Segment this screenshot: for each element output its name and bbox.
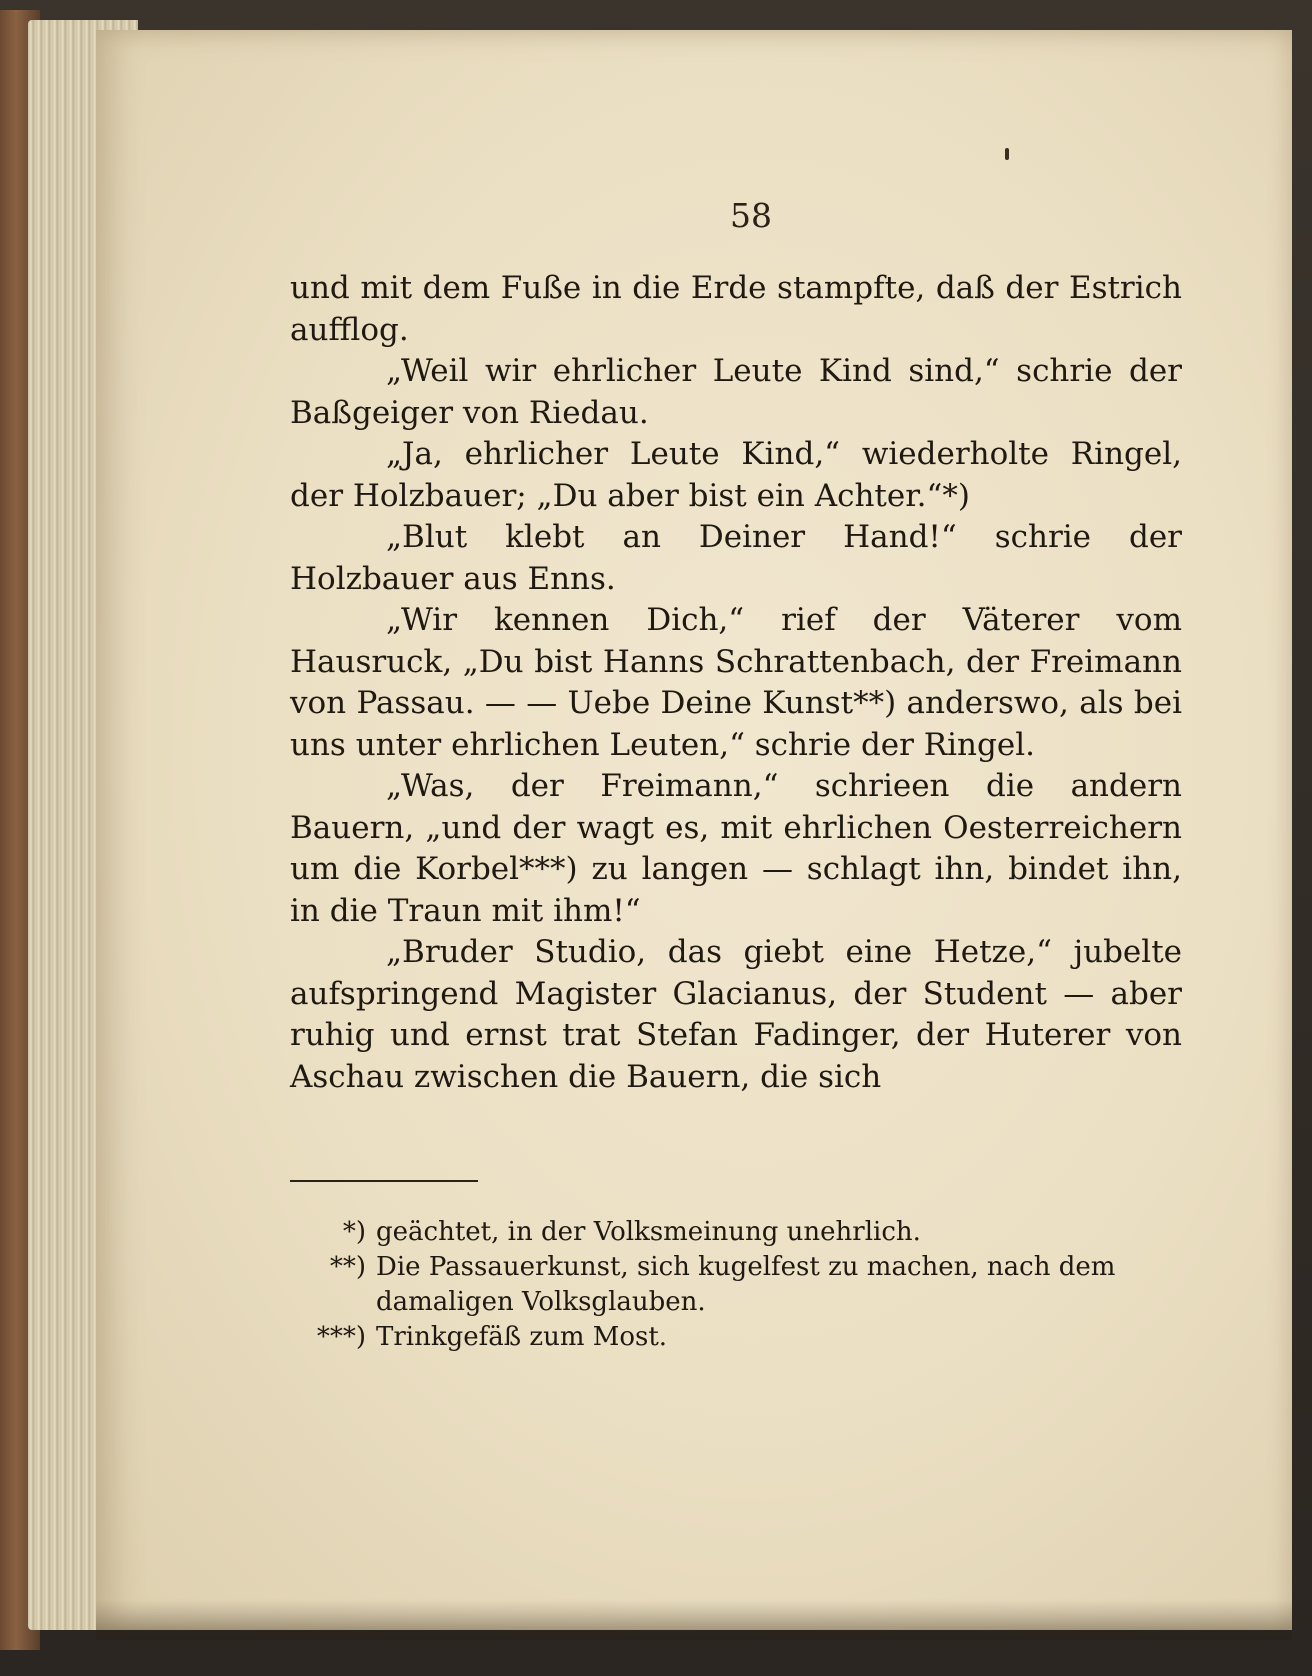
page-bottom-shadow: [96, 1600, 1292, 1640]
footnote-mark: ***): [316, 1322, 366, 1352]
footnote: [290, 1215, 1182, 1250]
footnote-text: Trinkgefäß zum Most.: [376, 1322, 668, 1352]
body-text: [290, 268, 1182, 1098]
paragraph: „Weil wir ehrlicher Leute Kind sind,“ schrie der Baßgeiger von Riedau.: [290, 353, 1182, 431]
footnote: [290, 1250, 1182, 1320]
paragraph: „Ja, ehrlicher Leute Kind,“ wiederholte Ringel, der Holzbauer; „Du aber bist ein Achter.“*): [290, 436, 1182, 514]
paragraph: „Bruder Studio, das giebt eine Hetze,“ jubelte aufspringend Magister Glacianus, der Student — aber ruhig und ernst trat Stefan Fadinger, der Huterer von Aschau zwischen die Bauern, die sich: [290, 934, 1182, 1095]
footnote-mark: *): [342, 1217, 366, 1247]
paragraph: „Was, der Freimann,“ schrieen die andern Bauern, „und der wagt es, mit ehrlichen Oesterreichern um die Korbel***) zu langen — schlagt ihn, bindet ihn, in die Traun mit ihm!“: [290, 768, 1182, 929]
footnote: [290, 1320, 1182, 1355]
paragraph: und mit dem Fuße in die Erde stampfte, daß der Estrich aufflog.: [290, 270, 1182, 348]
footnote-mark: **): [329, 1252, 366, 1282]
paragraph: „Wir kennen Dich,“ rief der Väterer vom Hausruck, „Du bist Hanns Schrattenbach, der Freimann von Passau. — — Uebe Deine Kunst**) anderswo, als bei uns unter ehrlichen Leuten,“ schrie der Ringel.: [290, 602, 1182, 763]
footnote-text: Die Passauerkunst, sich kugelfest zu machen, nach dem damaligen Volksglauben.: [376, 1252, 1116, 1317]
footnote-text: geächtet, in der Volksmeinung unehrlich.: [376, 1217, 921, 1247]
paragraph: „Blut klebt an Deiner Hand!“ schrie der Holzbauer aus Enns.: [290, 519, 1182, 597]
ink-speck: [1005, 148, 1009, 160]
page-number: 58: [730, 196, 772, 235]
footnotes: [290, 1215, 1182, 1355]
footnote-rule: [290, 1180, 478, 1182]
